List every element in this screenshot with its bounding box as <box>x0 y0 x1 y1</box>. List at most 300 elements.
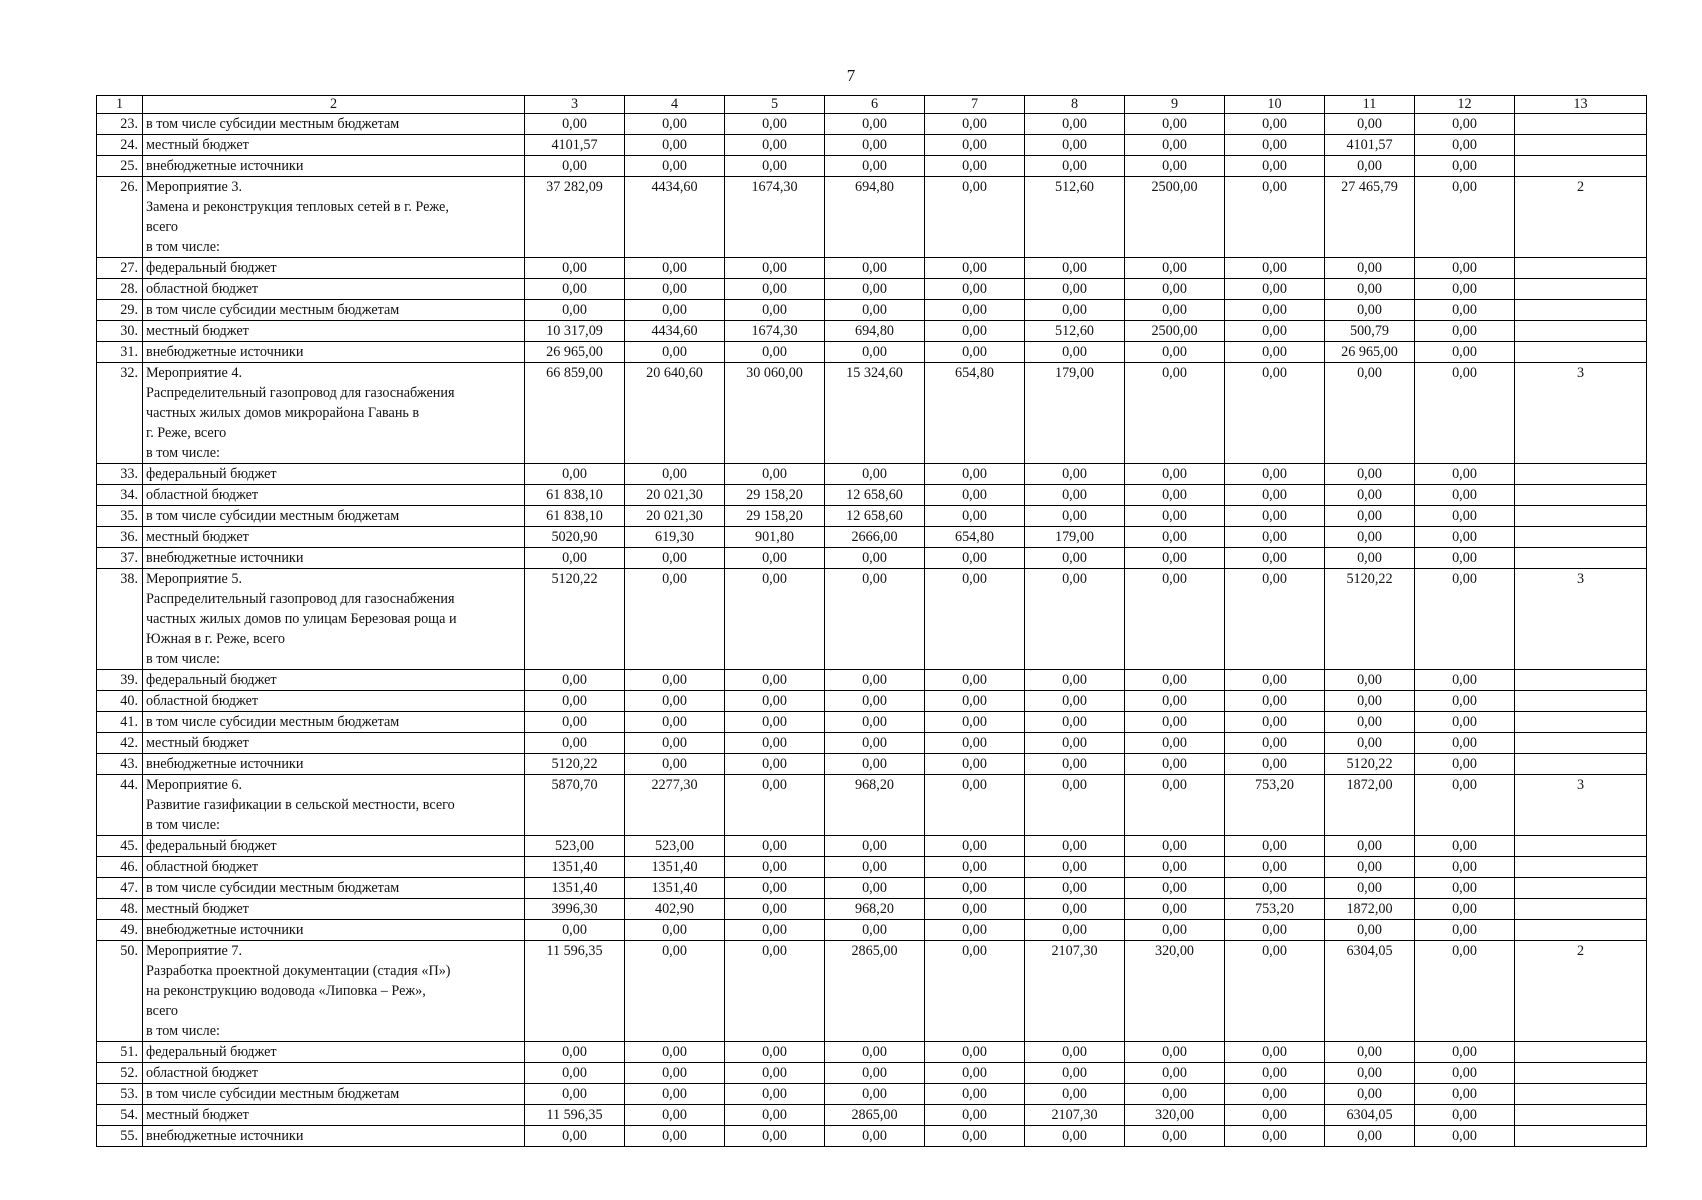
value-cell: 0,00 <box>825 300 925 321</box>
value-cell: 3996,30 <box>525 899 625 920</box>
value-cell: 0,00 <box>1125 775 1225 836</box>
row-description <box>143 548 525 569</box>
value-cell: 654,80 <box>925 363 1025 464</box>
value-cell: 0,00 <box>1415 670 1515 691</box>
value-cell: 0,00 <box>825 857 925 878</box>
value-cell: 0,00 <box>1415 485 1515 506</box>
value-cell: 0,00 <box>1025 548 1125 569</box>
column-header-6: 6 <box>825 96 925 114</box>
value-cell: 0,00 <box>825 754 925 775</box>
value-cell: 0,00 <box>625 1063 725 1084</box>
value-cell: 0,00 <box>725 733 825 754</box>
description-line: частных жилых домов по улицам Березовая роща и <box>146 611 457 627</box>
value-cell: 0,00 <box>825 548 925 569</box>
note-cell: 2 <box>1515 177 1647 258</box>
note-cell <box>1515 733 1647 754</box>
value-cell: 0,00 <box>525 670 625 691</box>
value-cell: 0,00 <box>1225 177 1325 258</box>
value-cell: 0,00 <box>1325 363 1415 464</box>
row-number: 30. <box>97 321 143 342</box>
note-cell: 3 <box>1515 569 1647 670</box>
note-cell <box>1515 836 1647 857</box>
value-cell: 61 838,10 <box>525 506 625 527</box>
value-cell: 5120,22 <box>525 569 625 670</box>
row-number: 29. <box>97 300 143 321</box>
note-cell <box>1515 135 1647 156</box>
row-description <box>143 135 525 156</box>
value-cell: 0,00 <box>625 712 725 733</box>
value-cell: 0,00 <box>725 1042 825 1063</box>
value-cell: 0,00 <box>625 342 725 363</box>
value-cell: 320,00 <box>1125 941 1225 1042</box>
value-cell: 0,00 <box>1415 920 1515 941</box>
value-cell: 0,00 <box>1225 527 1325 548</box>
value-cell: 0,00 <box>825 1042 925 1063</box>
value-cell: 0,00 <box>1325 258 1415 279</box>
value-cell: 0,00 <box>1225 485 1325 506</box>
value-cell: 694,80 <box>825 321 925 342</box>
table-row <box>97 321 1647 342</box>
value-cell: 0,00 <box>1415 527 1515 548</box>
description-line: областной бюджет <box>146 693 259 709</box>
value-cell: 0,00 <box>925 836 1025 857</box>
value-cell: 0,00 <box>1025 899 1125 920</box>
value-cell: 0,00 <box>1225 156 1325 177</box>
row-number: 34. <box>97 485 143 506</box>
value-cell: 179,00 <box>1025 363 1125 464</box>
row-description <box>143 878 525 899</box>
description-line: в том числе субсидии местным бюджетам <box>146 1086 400 1102</box>
note-cell <box>1515 1084 1647 1105</box>
value-cell: 0,00 <box>1325 1063 1415 1084</box>
value-cell: 0,00 <box>1125 670 1225 691</box>
value-cell: 0,00 <box>1225 691 1325 712</box>
value-cell: 20 640,60 <box>625 363 725 464</box>
table-row <box>97 754 1647 775</box>
value-cell: 0,00 <box>1125 279 1225 300</box>
table-row <box>97 279 1647 300</box>
table-row <box>97 1042 1647 1063</box>
value-cell: 0,00 <box>1125 691 1225 712</box>
description-line: федеральный бюджет <box>146 466 277 482</box>
value-cell: 0,00 <box>1415 363 1515 464</box>
row-description <box>143 569 525 670</box>
row-description <box>143 712 525 733</box>
value-cell: 5120,22 <box>1325 754 1415 775</box>
value-cell: 0,00 <box>1125 342 1225 363</box>
value-cell: 0,00 <box>1325 114 1415 135</box>
row-number: 48. <box>97 899 143 920</box>
value-cell: 0,00 <box>1225 1084 1325 1105</box>
row-description <box>143 1063 525 1084</box>
description-line: местный бюджет <box>146 137 249 153</box>
description-line: внебюджетные источники <box>146 344 304 360</box>
value-cell: 0,00 <box>825 670 925 691</box>
note-cell: 2 <box>1515 941 1647 1042</box>
value-cell: 1872,00 <box>1325 775 1415 836</box>
value-cell: 4434,60 <box>625 321 725 342</box>
value-cell: 0,00 <box>1025 1063 1125 1084</box>
value-cell: 2107,30 <box>1025 941 1125 1042</box>
description-line: Разработка проектной документации (стадия «П») <box>146 963 451 979</box>
value-cell: 0,00 <box>1415 300 1515 321</box>
value-cell: 0,00 <box>525 691 625 712</box>
value-cell: 0,00 <box>1225 279 1325 300</box>
row-number: 28. <box>97 279 143 300</box>
description-line: в том числе: <box>146 1023 220 1039</box>
value-cell: 0,00 <box>625 670 725 691</box>
value-cell: 0,00 <box>725 342 825 363</box>
value-cell: 0,00 <box>1025 279 1125 300</box>
value-cell: 0,00 <box>825 1126 925 1147</box>
value-cell: 0,00 <box>725 1126 825 1147</box>
value-cell: 0,00 <box>925 670 1025 691</box>
value-cell: 0,00 <box>925 464 1025 485</box>
row-number: 35. <box>97 506 143 527</box>
note-cell <box>1515 857 1647 878</box>
value-cell: 0,00 <box>1125 733 1225 754</box>
value-cell: 0,00 <box>925 1084 1025 1105</box>
value-cell: 1674,30 <box>725 177 825 258</box>
value-cell: 0,00 <box>925 920 1025 941</box>
description-line: областной бюджет <box>146 487 259 503</box>
note-cell <box>1515 527 1647 548</box>
value-cell: 10 317,09 <box>525 321 625 342</box>
value-cell: 0,00 <box>1025 1084 1125 1105</box>
value-cell: 26 965,00 <box>1325 342 1415 363</box>
note-cell <box>1515 506 1647 527</box>
row-number: 33. <box>97 464 143 485</box>
value-cell: 0,00 <box>925 1105 1025 1126</box>
value-cell: 0,00 <box>525 712 625 733</box>
row-number: 37. <box>97 548 143 569</box>
value-cell: 0,00 <box>925 177 1025 258</box>
value-cell: 5020,90 <box>525 527 625 548</box>
value-cell: 0,00 <box>1325 527 1415 548</box>
value-cell: 0,00 <box>1125 506 1225 527</box>
column-header-5: 5 <box>725 96 825 114</box>
value-cell: 2277,30 <box>625 775 725 836</box>
value-cell: 0,00 <box>925 754 1025 775</box>
value-cell: 0,00 <box>925 135 1025 156</box>
description-line: в том числе субсидии местным бюджетам <box>146 714 400 730</box>
value-cell: 5120,22 <box>525 754 625 775</box>
value-cell: 0,00 <box>725 156 825 177</box>
description-line: всего <box>146 1003 178 1019</box>
description-line: Мероприятие 6. <box>146 777 242 793</box>
value-cell: 0,00 <box>1025 857 1125 878</box>
value-cell: 0,00 <box>1415 279 1515 300</box>
value-cell: 61 838,10 <box>525 485 625 506</box>
note-cell <box>1515 670 1647 691</box>
row-number: 55. <box>97 1126 143 1147</box>
value-cell: 0,00 <box>525 1063 625 1084</box>
value-cell: 0,00 <box>725 1084 825 1105</box>
note-cell <box>1515 321 1647 342</box>
value-cell: 20 021,30 <box>625 485 725 506</box>
table-row <box>97 1084 1647 1105</box>
value-cell: 30 060,00 <box>725 363 825 464</box>
value-cell: 0,00 <box>1325 878 1415 899</box>
table-row <box>97 775 1647 836</box>
table-body <box>97 114 1647 1147</box>
table-row <box>97 135 1647 156</box>
value-cell: 512,60 <box>1025 177 1125 258</box>
value-cell: 0,00 <box>725 135 825 156</box>
value-cell: 0,00 <box>1225 857 1325 878</box>
row-description <box>143 177 525 258</box>
note-cell <box>1515 878 1647 899</box>
row-number: 24. <box>97 135 143 156</box>
row-description <box>143 857 525 878</box>
description-line: г. Реже, всего <box>146 425 227 441</box>
value-cell: 0,00 <box>925 506 1025 527</box>
value-cell: 0,00 <box>725 712 825 733</box>
row-description <box>143 464 525 485</box>
value-cell: 968,20 <box>825 899 925 920</box>
value-cell: 0,00 <box>1325 548 1415 569</box>
value-cell: 0,00 <box>825 878 925 899</box>
note-cell <box>1515 712 1647 733</box>
value-cell: 0,00 <box>525 920 625 941</box>
value-cell: 0,00 <box>1325 279 1415 300</box>
value-cell: 619,30 <box>625 527 725 548</box>
value-cell: 0,00 <box>1025 920 1125 941</box>
table-row <box>97 485 1647 506</box>
table-row <box>97 941 1647 1042</box>
value-cell: 0,00 <box>525 464 625 485</box>
value-cell: 0,00 <box>825 342 925 363</box>
value-cell: 0,00 <box>1415 135 1515 156</box>
value-cell: 320,00 <box>1125 1105 1225 1126</box>
value-cell: 0,00 <box>525 300 625 321</box>
table-row <box>97 712 1647 733</box>
value-cell: 0,00 <box>725 878 825 899</box>
description-line: федеральный бюджет <box>146 672 277 688</box>
value-cell: 0,00 <box>925 878 1025 899</box>
value-cell: 0,00 <box>825 569 925 670</box>
row-number: 54. <box>97 1105 143 1126</box>
value-cell: 0,00 <box>1125 135 1225 156</box>
value-cell: 26 965,00 <box>525 342 625 363</box>
value-cell: 0,00 <box>1225 712 1325 733</box>
row-description <box>143 691 525 712</box>
value-cell: 0,00 <box>1025 878 1125 899</box>
value-cell: 0,00 <box>525 114 625 135</box>
row-description <box>143 342 525 363</box>
description-line: местный бюджет <box>146 735 249 751</box>
row-number: 26. <box>97 177 143 258</box>
value-cell: 0,00 <box>925 569 1025 670</box>
value-cell: 0,00 <box>1415 464 1515 485</box>
value-cell: 0,00 <box>1025 464 1125 485</box>
value-cell: 0,00 <box>1225 1105 1325 1126</box>
row-description <box>143 1084 525 1105</box>
value-cell: 0,00 <box>925 941 1025 1042</box>
value-cell: 4101,57 <box>1325 135 1415 156</box>
value-cell: 0,00 <box>1415 156 1515 177</box>
row-description <box>143 836 525 857</box>
value-cell: 0,00 <box>625 691 725 712</box>
value-cell: 0,00 <box>1025 135 1125 156</box>
table-row <box>97 1063 1647 1084</box>
value-cell: 753,20 <box>1225 899 1325 920</box>
value-cell: 0,00 <box>1415 342 1515 363</box>
value-cell: 12 658,60 <box>825 485 925 506</box>
value-cell: 0,00 <box>1025 114 1125 135</box>
row-description <box>143 300 525 321</box>
value-cell: 0,00 <box>725 857 825 878</box>
value-cell: 0,00 <box>1125 1042 1225 1063</box>
description-line: Мероприятие 3. <box>146 179 242 195</box>
row-number: 51. <box>97 1042 143 1063</box>
value-cell: 0,00 <box>1225 1063 1325 1084</box>
note-cell <box>1515 899 1647 920</box>
table-row <box>97 899 1647 920</box>
value-cell: 0,00 <box>1325 670 1415 691</box>
row-description <box>143 754 525 775</box>
value-cell: 0,00 <box>1025 342 1125 363</box>
value-cell: 0,00 <box>725 899 825 920</box>
value-cell: 0,00 <box>1025 485 1125 506</box>
value-cell: 0,00 <box>625 156 725 177</box>
note-cell <box>1515 156 1647 177</box>
column-header-1: 1 <box>97 96 143 114</box>
description-line: в том числе субсидии местным бюджетам <box>146 116 400 132</box>
value-cell: 0,00 <box>1025 712 1125 733</box>
value-cell: 0,00 <box>625 279 725 300</box>
description-line: Распределительный газопровод для газоснабжения <box>146 385 455 401</box>
value-cell: 0,00 <box>1125 569 1225 670</box>
column-header-2: 2 <box>143 96 525 114</box>
table-row <box>97 258 1647 279</box>
value-cell: 0,00 <box>825 135 925 156</box>
row-description <box>143 363 525 464</box>
value-cell: 0,00 <box>1125 464 1225 485</box>
value-cell: 0,00 <box>725 300 825 321</box>
value-cell: 0,00 <box>925 279 1025 300</box>
value-cell: 0,00 <box>725 548 825 569</box>
description-line: Южная в г. Реже, всего <box>146 631 286 647</box>
value-cell: 0,00 <box>925 114 1025 135</box>
value-cell: 0,00 <box>1415 733 1515 754</box>
note-cell <box>1515 258 1647 279</box>
row-description <box>143 941 525 1042</box>
row-number: 27. <box>97 258 143 279</box>
value-cell: 0,00 <box>525 279 625 300</box>
value-cell: 0,00 <box>825 836 925 857</box>
row-description <box>143 506 525 527</box>
value-cell: 2500,00 <box>1125 177 1225 258</box>
description-line: в том числе: <box>146 651 220 667</box>
row-description <box>143 321 525 342</box>
value-cell: 0,00 <box>925 733 1025 754</box>
note-cell: 3 <box>1515 363 1647 464</box>
value-cell: 0,00 <box>625 258 725 279</box>
column-header-7: 7 <box>925 96 1025 114</box>
value-cell: 0,00 <box>925 691 1025 712</box>
value-cell: 0,00 <box>625 1084 725 1105</box>
value-cell: 0,00 <box>525 258 625 279</box>
value-cell: 0,00 <box>1415 754 1515 775</box>
table-row <box>97 733 1647 754</box>
table-row <box>97 114 1647 135</box>
note-cell: 3 <box>1515 775 1647 836</box>
value-cell: 0,00 <box>825 712 925 733</box>
description-line: частных жилых домов микрорайона Гавань в <box>146 405 420 421</box>
row-number: 38. <box>97 569 143 670</box>
row-description <box>143 156 525 177</box>
value-cell: 0,00 <box>725 464 825 485</box>
value-cell: 0,00 <box>1125 1063 1225 1084</box>
value-cell: 0,00 <box>525 733 625 754</box>
value-cell: 0,00 <box>1025 1042 1125 1063</box>
description-line: местный бюджет <box>146 901 249 917</box>
value-cell: 0,00 <box>925 321 1025 342</box>
value-cell: 0,00 <box>1225 363 1325 464</box>
value-cell: 0,00 <box>1415 1105 1515 1126</box>
value-cell: 0,00 <box>1225 1126 1325 1147</box>
value-cell: 0,00 <box>725 670 825 691</box>
note-cell <box>1515 920 1647 941</box>
value-cell: 0,00 <box>825 733 925 754</box>
value-cell: 0,00 <box>1225 114 1325 135</box>
value-cell: 654,80 <box>925 527 1025 548</box>
value-cell: 0,00 <box>625 1105 725 1126</box>
value-cell: 0,00 <box>1415 1084 1515 1105</box>
value-cell: 0,00 <box>825 258 925 279</box>
row-number: 40. <box>97 691 143 712</box>
value-cell: 2865,00 <box>825 941 925 1042</box>
value-cell: 0,00 <box>925 899 1025 920</box>
value-cell: 0,00 <box>625 941 725 1042</box>
value-cell: 0,00 <box>1225 1042 1325 1063</box>
value-cell: 0,00 <box>725 775 825 836</box>
value-cell: 0,00 <box>625 1042 725 1063</box>
value-cell: 523,00 <box>625 836 725 857</box>
value-cell: 0,00 <box>825 156 925 177</box>
row-number: 50. <box>97 941 143 1042</box>
value-cell: 0,00 <box>1225 670 1325 691</box>
description-line: в том числе субсидии местным бюджетам <box>146 508 400 524</box>
value-cell: 4101,57 <box>525 135 625 156</box>
value-cell: 0,00 <box>1225 920 1325 941</box>
description-line: Замена и реконструкция тепловых сетей в г. Реже, <box>146 199 449 215</box>
value-cell: 0,00 <box>925 342 1025 363</box>
column-header-10: 10 <box>1225 96 1325 114</box>
value-cell: 0,00 <box>1125 548 1225 569</box>
value-cell: 0,00 <box>1025 1126 1125 1147</box>
table-row <box>97 177 1647 258</box>
value-cell: 0,00 <box>1125 878 1225 899</box>
value-cell: 0,00 <box>1125 527 1225 548</box>
value-cell: 0,00 <box>1025 691 1125 712</box>
value-cell: 0,00 <box>1325 506 1415 527</box>
value-cell: 6304,05 <box>1325 941 1415 1042</box>
value-cell: 0,00 <box>1225 342 1325 363</box>
value-cell: 5870,70 <box>525 775 625 836</box>
value-cell: 0,00 <box>1415 899 1515 920</box>
value-cell: 0,00 <box>1325 920 1415 941</box>
row-description <box>143 733 525 754</box>
note-cell <box>1515 114 1647 135</box>
row-description <box>143 1105 525 1126</box>
row-number: 46. <box>97 857 143 878</box>
value-cell: 0,00 <box>725 1105 825 1126</box>
value-cell: 0,00 <box>1125 836 1225 857</box>
value-cell: 0,00 <box>1225 878 1325 899</box>
note-cell <box>1515 485 1647 506</box>
